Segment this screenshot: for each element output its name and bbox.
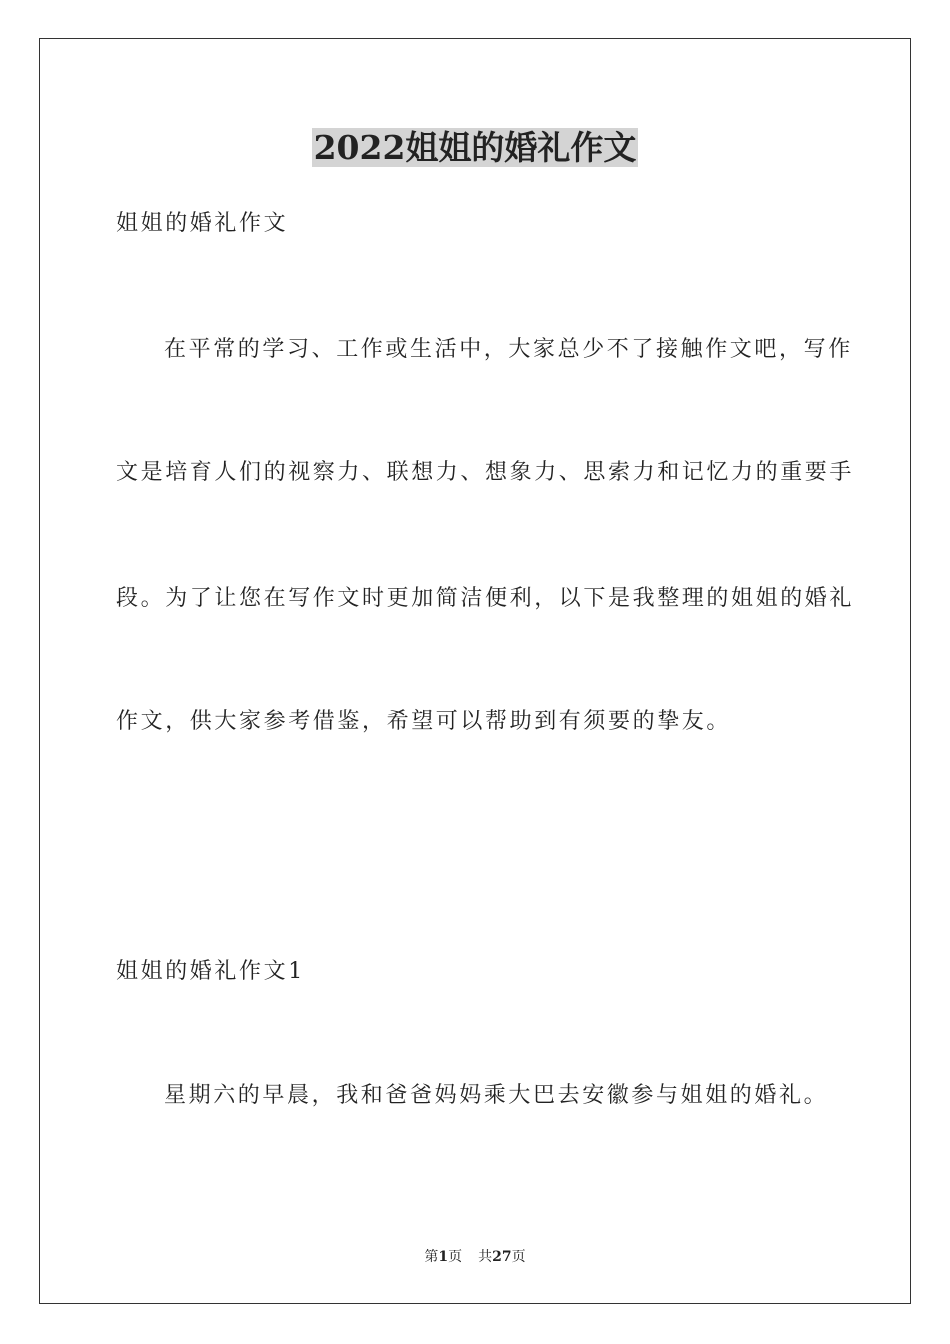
section-heading-1: 姐姐的婚礼作文1 [116, 959, 305, 984]
document-title [0, 128, 950, 168]
total-prefix: 共 [478, 1249, 493, 1265]
paragraph-line: 作文，供大家参考借鉴，希望可以帮助到有须要的挚友。 [116, 709, 732, 734]
document-title-text: 2022姐姐的婚礼作文 [313, 128, 637, 167]
total-suffix: 页 [511, 1249, 526, 1265]
paragraph-line: 段。为了让您在写作文时更加简洁便利，以下是我整理的姐姐的婚礼 [116, 586, 855, 611]
page-footer [0, 1247, 950, 1267]
page-suffix: 页 [448, 1249, 463, 1265]
section-heading: 姐姐的婚礼作文 [116, 211, 289, 236]
total-page-count: 27 [492, 1249, 512, 1265]
paragraph-line: 星期六的早晨，我和爸爸妈妈乘大巴去安徽参与姐姐的婚礼。 [164, 1083, 829, 1108]
page-prefix: 第 [424, 1249, 439, 1265]
current-page-number: 1 [438, 1249, 449, 1265]
paragraph-line: 在平常的学习、工作或生活中，大家总少不了接触作文吧，写作 [164, 337, 853, 362]
paragraph-line: 文是培育人们的视察力、联想力、想象力、思索力和记忆力的重要手 [116, 460, 855, 485]
